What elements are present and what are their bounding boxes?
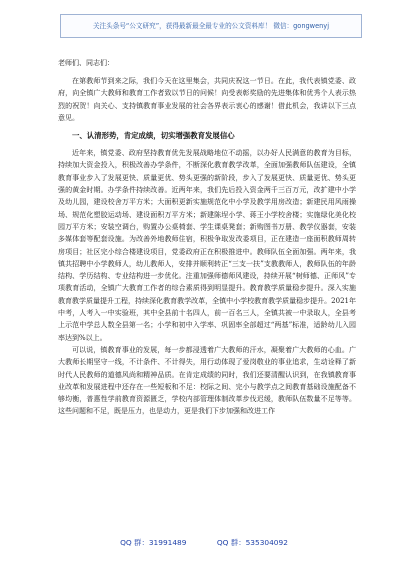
body-paragraph-1: 近年来，镇党委、政府坚持教育优先发展战略地位不动摇，以办好人民满意的教育为目标，持续加大资金投入，积极改善办学条件，不断深化教育教学改革，全面加强教师队伍建设，全镇教育事业步入了发展更快、质量更优、势头更强的新阶段，步入了发展更快、质量更优、势头更强的黄金时期。办学条件持续改善。近两年来，我们先后投入资金两千三百万元，改扩建中小学及幼儿园，建设校舍万平方米；大面积更新实施规范化中小学及教学用房改造；新建民用风雨操场、规范化塑胶运动场、建设面积万平方米；新建陈埕小学、蒋王小学校舍楼；实施绿化美化校园万平方米；安装空调台，购置办公桌椅套、学生课桌凳套；新购图书万册、教学仪器套，安装多媒体套等配套设施。为改善外地教师住宿，积极争取发改委项目，正在建造一座面积教师周转房项目；社区完小综合楼建设项目，党委政府正在积极推进中。教师队伍全面加强。两年来，我镇共招聘中小学教师人，幼儿教师人，安排并顺利转正“三支一扶”支教教师人，教师队伍的年龄结构、学历结构、专业结构进一步优化。注重加强师德师风建设，持续开展“树师德、正师风”专项教育活动，全镇广大教育工作者的综合素质得到明显提升。教育教学质量稳步提升。深入实施教育教学质量提升工程，持续深化教育教学改革，全镇中小学校教育教学质量稳步提升。2021年中考，人考入一中实验班，其中全县前十名四人，前一百名三人，全镇共被一中录取人，全县考上示范中学总人数全县第一名；小学和初中入学率、巩固率全部超过“两基”标准，适龄幼儿入园率达到%以上。	[58, 149, 356, 342]
footer-contact	[0, 536, 408, 550]
document-body	[58, 57, 356, 418]
intro-paragraph: 在第教师节到来之际，我们今天在这里集会，共同庆祝这一节日。在此，我代表镇党委、政府，向全镇广大教师和教育工作者致以节日的问候！向受表彰奖励的先进集体和优秀个人表示热烈的祝贺！向关心、支持镇教育事业发展的社会各界表示衷心的感谢！借此机会，我讲以下三点意见。	[58, 77, 356, 122]
section-heading: 一、认清形势，肯定成绩，切实增强教育发展信心	[72, 131, 235, 141]
footer-qq-group-1: QQ 群：31991489	[120, 538, 187, 547]
header-banner: 关注头条号“公文研究”，获得最新最全最专业的公文资料库！ 微信：gongwenyj	[60, 14, 362, 38]
footer-qq-group-2: QQ 群：535304092	[216, 538, 288, 547]
body-paragraph-2: 可以说，镇教育事业的发展，每一步都浸透着广大教师的汗水，凝聚着广大教师的心血。广大教师长期坚守一线，不计条件、不计得失，用行动体现了爱岗敬业的事业追求，生动诠释了新时代人民教师的道德风尚和精神品质。在肯定成绩的同时，我们还要清醒认识到，在我镇教育事业改革和发展进程中还存在一些短板和不足：校际之间、完小与教学点之间教育基础设施配备不够均衡，普惠性学前教育资源匮乏，学校内部管理体制改革步伐迟缓，教师队伍数量不足等等。这些问题和不足，既是压力，也是动力，更是我们下步加强和改进工作	[58, 345, 356, 416]
salutation: 老师们、同志们：	[58, 59, 114, 67]
